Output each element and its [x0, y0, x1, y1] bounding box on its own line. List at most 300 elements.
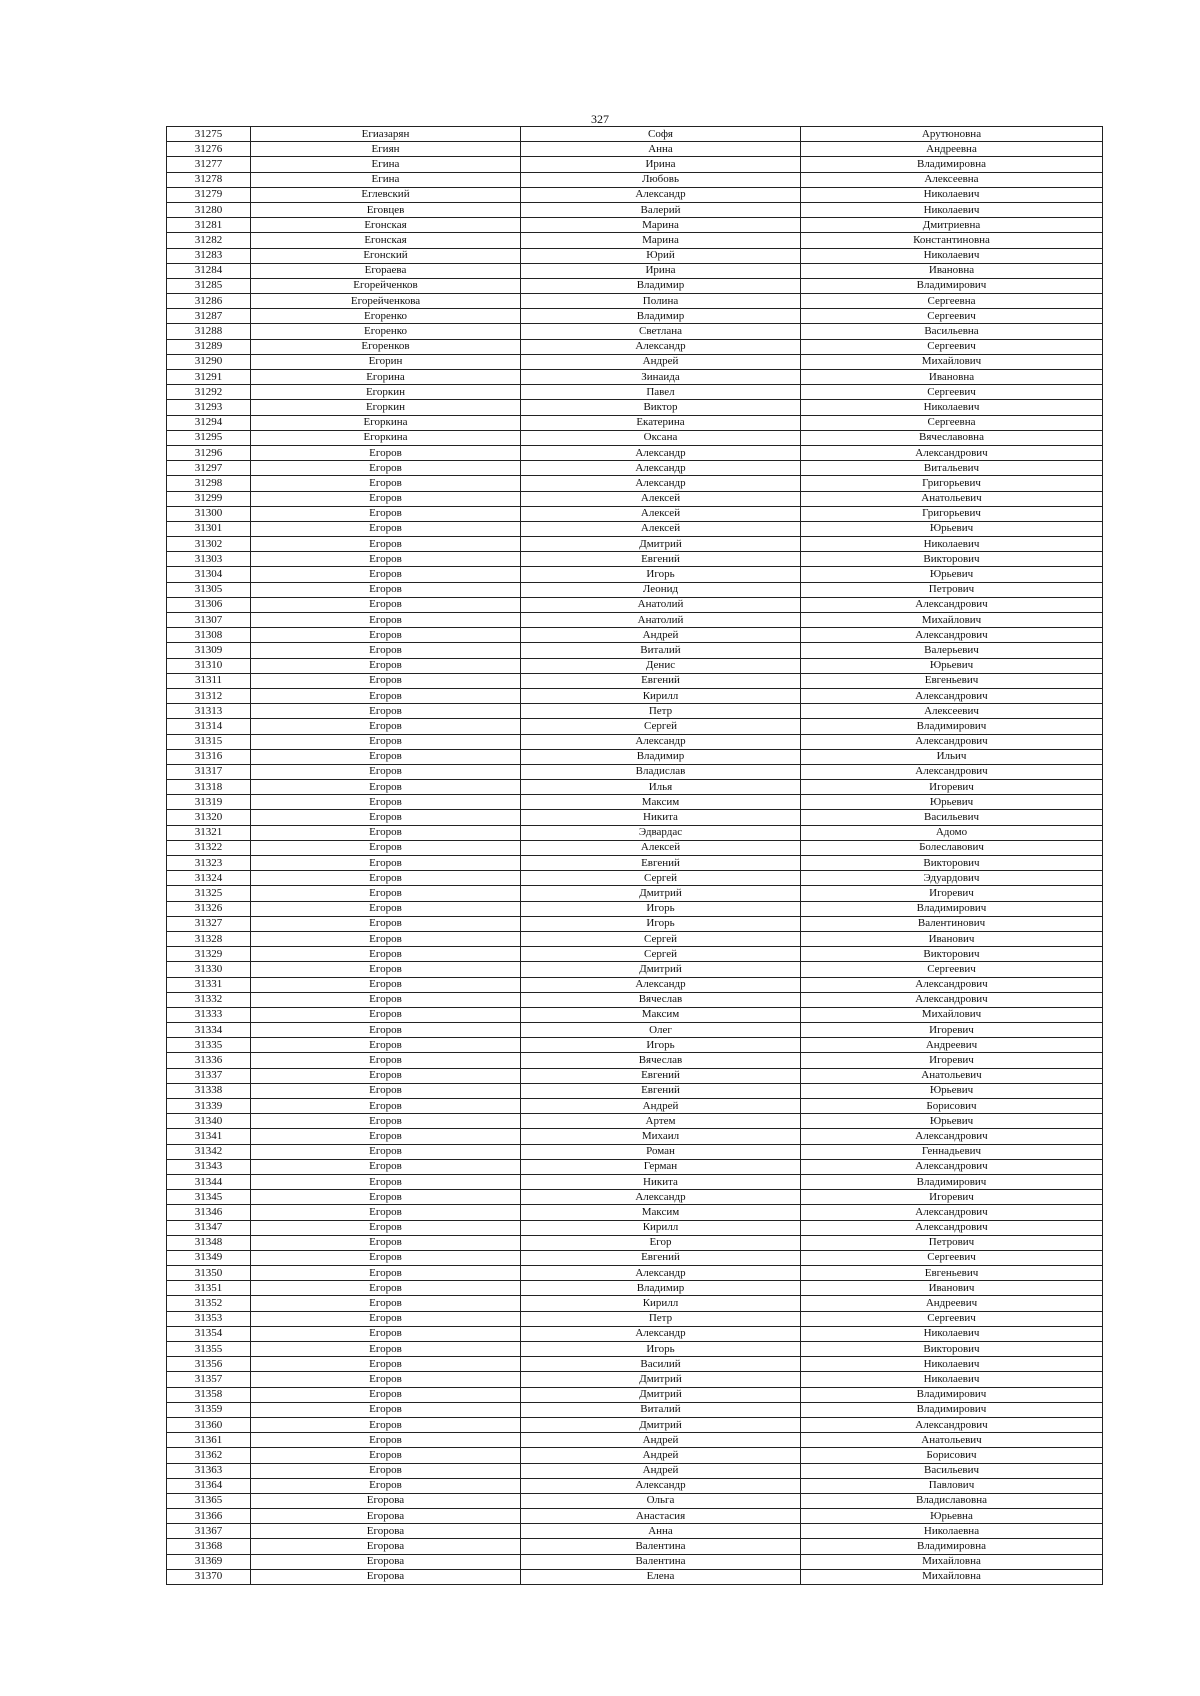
last-name-cell: Егоров: [251, 734, 521, 749]
first-name-cell: Алексей: [521, 506, 801, 521]
table-row: [167, 278, 1103, 293]
last-name-cell: Егоров: [251, 1311, 521, 1326]
last-name-cell: Егорейченков: [251, 278, 521, 293]
table-row: [167, 719, 1103, 734]
record-number-cell: 31285: [167, 278, 251, 293]
table-row: [167, 127, 1103, 142]
patronymic-cell: Васильевич: [801, 810, 1103, 825]
first-name-cell: Игорь: [521, 901, 801, 916]
first-name-cell: Валентина: [521, 1539, 801, 1554]
table-row: [167, 1402, 1103, 1417]
first-name-cell: Андрей: [521, 1099, 801, 1114]
first-name-cell: Евгений: [521, 1083, 801, 1098]
first-name-cell: Валерий: [521, 202, 801, 217]
first-name-cell: Александр: [521, 734, 801, 749]
last-name-cell: Егоров: [251, 506, 521, 521]
first-name-cell: Ольга: [521, 1493, 801, 1508]
first-name-cell: Владимир: [521, 1281, 801, 1296]
patronymic-cell: Николаевич: [801, 1372, 1103, 1387]
table-row: [167, 537, 1103, 552]
last-name-cell: Егоров: [251, 977, 521, 992]
record-number-cell: 31360: [167, 1417, 251, 1432]
table-row: [167, 1266, 1103, 1281]
patronymic-cell: Игоревич: [801, 886, 1103, 901]
first-name-cell: Анна: [521, 142, 801, 157]
table-row: [167, 309, 1103, 324]
table-row: [167, 931, 1103, 946]
first-name-cell: Ирина: [521, 157, 801, 172]
patronymic-cell: Михайловна: [801, 1569, 1103, 1584]
record-number-cell: 31282: [167, 233, 251, 248]
last-name-cell: Егоров: [251, 597, 521, 612]
record-number-cell: 31307: [167, 613, 251, 628]
last-name-cell: Егоркин: [251, 385, 521, 400]
table-row: [167, 1433, 1103, 1448]
last-name-cell: Егоров: [251, 1159, 521, 1174]
patronymic-cell: Владимировна: [801, 157, 1103, 172]
last-name-cell: Егоров: [251, 1205, 521, 1220]
table-row: [167, 218, 1103, 233]
table-row: [167, 1387, 1103, 1402]
record-number-cell: 31289: [167, 339, 251, 354]
first-name-cell: Никита: [521, 810, 801, 825]
first-name-cell: Александр: [521, 187, 801, 202]
last-name-cell: Егина: [251, 172, 521, 187]
first-name-cell: Дмитрий: [521, 537, 801, 552]
table-row: [167, 339, 1103, 354]
table-row: [167, 1311, 1103, 1326]
record-number-cell: 31293: [167, 400, 251, 415]
record-number-cell: 31319: [167, 795, 251, 810]
patronymic-cell: Евгеньевич: [801, 673, 1103, 688]
last-name-cell: Егоров: [251, 1068, 521, 1083]
record-number-cell: 31337: [167, 1068, 251, 1083]
first-name-cell: Максим: [521, 1007, 801, 1022]
patronymic-cell: Анатольевич: [801, 491, 1103, 506]
last-name-cell: Егонский: [251, 248, 521, 263]
table-row: [167, 613, 1103, 628]
table-row: [167, 749, 1103, 764]
record-number-cell: 31291: [167, 370, 251, 385]
first-name-cell: Евгений: [521, 1250, 801, 1265]
record-number-cell: 31349: [167, 1250, 251, 1265]
record-number-cell: 31275: [167, 127, 251, 142]
last-name-cell: Егоров: [251, 749, 521, 764]
patronymic-cell: Игоревич: [801, 1190, 1103, 1205]
last-name-cell: Егоров: [251, 704, 521, 719]
record-number-cell: 31351: [167, 1281, 251, 1296]
table-row: [167, 1235, 1103, 1250]
table-row: [167, 1099, 1103, 1114]
record-number-cell: 31357: [167, 1372, 251, 1387]
record-number-cell: 31327: [167, 916, 251, 931]
first-name-cell: Максим: [521, 795, 801, 810]
record-number-cell: 31350: [167, 1266, 251, 1281]
first-name-cell: Эдвардас: [521, 825, 801, 840]
table-row: [167, 1463, 1103, 1478]
record-number-cell: 31320: [167, 810, 251, 825]
first-name-cell: Александр: [521, 339, 801, 354]
record-number-cell: 31358: [167, 1387, 251, 1402]
patronymic-cell: Николаевич: [801, 187, 1103, 202]
patronymic-cell: Сергеевич: [801, 309, 1103, 324]
table-row: [167, 977, 1103, 992]
first-name-cell: Евгений: [521, 552, 801, 567]
record-number-cell: 31359: [167, 1402, 251, 1417]
table-row: [167, 142, 1103, 157]
record-number-cell: 31323: [167, 856, 251, 871]
record-number-cell: 31370: [167, 1569, 251, 1584]
patronymic-cell: Владимирович: [801, 719, 1103, 734]
record-number-cell: 31311: [167, 673, 251, 688]
last-name-cell: Егоров: [251, 1023, 521, 1038]
patronymic-cell: Владиславовна: [801, 1493, 1103, 1508]
record-number-cell: 31287: [167, 309, 251, 324]
table-row: [167, 1250, 1103, 1265]
patronymic-cell: Сергеевич: [801, 962, 1103, 977]
last-name-cell: Егоров: [251, 1053, 521, 1068]
patronymic-cell: Юрьевич: [801, 567, 1103, 582]
first-name-cell: Леонид: [521, 582, 801, 597]
last-name-cell: Егоркина: [251, 430, 521, 445]
table-row: [167, 202, 1103, 217]
patronymic-cell: Константиновна: [801, 233, 1103, 248]
first-name-cell: Алексей: [521, 840, 801, 855]
last-name-cell: Егоров: [251, 476, 521, 491]
record-number-cell: 31278: [167, 172, 251, 187]
table-row: [167, 1174, 1103, 1189]
table-row: [167, 1159, 1103, 1174]
last-name-cell: Егоров: [251, 1387, 521, 1402]
table-row: [167, 856, 1103, 871]
last-name-cell: Егоров: [251, 1099, 521, 1114]
patronymic-cell: Васильевич: [801, 1463, 1103, 1478]
patronymic-cell: Владимирович: [801, 1174, 1103, 1189]
first-name-cell: Сергей: [521, 947, 801, 962]
page-number: 327: [591, 112, 609, 126]
last-name-cell: Егоров: [251, 1007, 521, 1022]
patronymic-cell: Болеславович: [801, 840, 1103, 855]
first-name-cell: Анатолий: [521, 613, 801, 628]
last-name-cell: Егоров: [251, 871, 521, 886]
patronymic-cell: Ивановна: [801, 370, 1103, 385]
table-row: [167, 673, 1103, 688]
patronymic-cell: Михайловна: [801, 1554, 1103, 1569]
table-row: [167, 1372, 1103, 1387]
table-row: [167, 962, 1103, 977]
last-name-cell: Егоров: [251, 491, 521, 506]
table-row: [167, 324, 1103, 339]
patronymic-cell: Игоревич: [801, 1023, 1103, 1038]
record-number-cell: 31367: [167, 1524, 251, 1539]
table-row: [167, 1417, 1103, 1432]
record-number-cell: 31326: [167, 901, 251, 916]
last-name-cell: Егоров: [251, 1220, 521, 1235]
table-row: [167, 476, 1103, 491]
table-row: [167, 1144, 1103, 1159]
last-name-cell: Егиян: [251, 142, 521, 157]
table-row: [167, 1190, 1103, 1205]
patronymic-cell: Анатольевич: [801, 1068, 1103, 1083]
table-row: [167, 157, 1103, 172]
record-number-cell: 31356: [167, 1357, 251, 1372]
patronymic-cell: Анатольевич: [801, 1433, 1103, 1448]
record-number-cell: 31317: [167, 764, 251, 779]
last-name-cell: Егоров: [251, 461, 521, 476]
patronymic-cell: Сергеевич: [801, 1311, 1103, 1326]
record-number-cell: 31339: [167, 1099, 251, 1114]
first-name-cell: Зинаида: [521, 370, 801, 385]
first-name-cell: Любовь: [521, 172, 801, 187]
table-row: [167, 294, 1103, 309]
record-number-cell: 31280: [167, 202, 251, 217]
first-name-cell: Игорь: [521, 1342, 801, 1357]
table-row: [167, 1296, 1103, 1311]
first-name-cell: Александр: [521, 1478, 801, 1493]
last-name-cell: Егоров: [251, 947, 521, 962]
patronymic-cell: Юрьевич: [801, 658, 1103, 673]
table-row: [167, 1281, 1103, 1296]
first-name-cell: Артем: [521, 1114, 801, 1129]
patronymic-cell: Михайлович: [801, 613, 1103, 628]
patronymic-cell: Николаевич: [801, 1326, 1103, 1341]
patronymic-cell: Григорьевич: [801, 506, 1103, 521]
last-name-cell: Егоров: [251, 810, 521, 825]
roster-table: [166, 126, 1103, 1585]
patronymic-cell: Ивановна: [801, 263, 1103, 278]
first-name-cell: Олег: [521, 1023, 801, 1038]
last-name-cell: Егоров: [251, 719, 521, 734]
table-row: [167, 1554, 1103, 1569]
last-name-cell: Егоров: [251, 1326, 521, 1341]
record-number-cell: 31309: [167, 643, 251, 658]
first-name-cell: Кирилл: [521, 688, 801, 703]
last-name-cell: Егоров: [251, 1342, 521, 1357]
patronymic-cell: Валерьевич: [801, 643, 1103, 658]
last-name-cell: Егоров: [251, 521, 521, 536]
table-row: [167, 1205, 1103, 1220]
table-row: [167, 1493, 1103, 1508]
record-number-cell: 31341: [167, 1129, 251, 1144]
patronymic-cell: Сергеевич: [801, 339, 1103, 354]
record-number-cell: 31355: [167, 1342, 251, 1357]
last-name-cell: Егоров: [251, 1281, 521, 1296]
last-name-cell: Егоров: [251, 1235, 521, 1250]
table-row: [167, 1053, 1103, 1068]
last-name-cell: Егорина: [251, 370, 521, 385]
patronymic-cell: Михайлович: [801, 1007, 1103, 1022]
first-name-cell: Евгений: [521, 673, 801, 688]
record-number-cell: 31276: [167, 142, 251, 157]
table-row: [167, 370, 1103, 385]
record-number-cell: 31325: [167, 886, 251, 901]
patronymic-cell: Игоревич: [801, 1053, 1103, 1068]
patronymic-cell: Александрович: [801, 734, 1103, 749]
first-name-cell: Александр: [521, 1326, 801, 1341]
first-name-cell: Виталий: [521, 643, 801, 658]
record-number-cell: 31331: [167, 977, 251, 992]
table-row: [167, 825, 1103, 840]
table-row: [167, 1569, 1103, 1584]
table-row: [167, 871, 1103, 886]
patronymic-cell: Викторович: [801, 552, 1103, 567]
record-number-cell: 31333: [167, 1007, 251, 1022]
record-number-cell: 31329: [167, 947, 251, 962]
record-number-cell: 31321: [167, 825, 251, 840]
table-row: [167, 248, 1103, 263]
first-name-cell: Игорь: [521, 1038, 801, 1053]
last-name-cell: Егоров: [251, 1372, 521, 1387]
last-name-cell: Егоров: [251, 613, 521, 628]
record-number-cell: 31353: [167, 1311, 251, 1326]
record-number-cell: 31292: [167, 385, 251, 400]
patronymic-cell: Александрович: [801, 1417, 1103, 1432]
record-number-cell: 31330: [167, 962, 251, 977]
patronymic-cell: Алексеевич: [801, 704, 1103, 719]
record-number-cell: 31318: [167, 780, 251, 795]
first-name-cell: Роман: [521, 1144, 801, 1159]
patronymic-cell: Николаевич: [801, 248, 1103, 263]
patronymic-cell: Александрович: [801, 764, 1103, 779]
table-row: [167, 658, 1103, 673]
patronymic-cell: Викторович: [801, 856, 1103, 871]
patronymic-cell: Григорьевич: [801, 476, 1103, 491]
first-name-cell: Максим: [521, 1205, 801, 1220]
table-row: [167, 947, 1103, 962]
record-number-cell: 31305: [167, 582, 251, 597]
record-number-cell: 31345: [167, 1190, 251, 1205]
last-name-cell: Егорова: [251, 1569, 521, 1584]
record-number-cell: 31347: [167, 1220, 251, 1235]
record-number-cell: 31301: [167, 521, 251, 536]
first-name-cell: Алексей: [521, 521, 801, 536]
table-row: [167, 810, 1103, 825]
patronymic-cell: Юрьевич: [801, 1083, 1103, 1098]
first-name-cell: Андрей: [521, 1448, 801, 1463]
patronymic-cell: Юрьевич: [801, 521, 1103, 536]
record-number-cell: 31279: [167, 187, 251, 202]
last-name-cell: Егоров: [251, 1296, 521, 1311]
table-row: [167, 172, 1103, 187]
last-name-cell: Егонская: [251, 233, 521, 248]
record-number-cell: 31298: [167, 476, 251, 491]
table-row: [167, 1007, 1103, 1022]
last-name-cell: Егорова: [251, 1509, 521, 1524]
patronymic-cell: Игоревич: [801, 780, 1103, 795]
record-number-cell: 31308: [167, 628, 251, 643]
first-name-cell: Александр: [521, 476, 801, 491]
patronymic-cell: Александрович: [801, 1205, 1103, 1220]
first-name-cell: Виктор: [521, 400, 801, 415]
patronymic-cell: Сергеевна: [801, 294, 1103, 309]
patronymic-cell: Александрович: [801, 1220, 1103, 1235]
record-number-cell: 31361: [167, 1433, 251, 1448]
last-name-cell: Егоров: [251, 658, 521, 673]
patronymic-cell: Арутюновна: [801, 127, 1103, 142]
first-name-cell: Дмитрий: [521, 886, 801, 901]
first-name-cell: Дмитрий: [521, 1387, 801, 1402]
first-name-cell: Александр: [521, 461, 801, 476]
patronymic-cell: Евгеньевич: [801, 1266, 1103, 1281]
patronymic-cell: Иванович: [801, 1281, 1103, 1296]
table-row: [167, 1326, 1103, 1341]
table-row: [167, 795, 1103, 810]
record-number-cell: 31343: [167, 1159, 251, 1174]
first-name-cell: Алексей: [521, 491, 801, 506]
patronymic-cell: Борисович: [801, 1448, 1103, 1463]
table-row: [167, 506, 1103, 521]
patronymic-cell: Андреевич: [801, 1296, 1103, 1311]
first-name-cell: Сергей: [521, 931, 801, 946]
table-row: [167, 840, 1103, 855]
patronymic-cell: Владимирович: [801, 901, 1103, 916]
table-row: [167, 1357, 1103, 1372]
record-number-cell: 31334: [167, 1023, 251, 1038]
last-name-cell: Егоров: [251, 1463, 521, 1478]
record-number-cell: 31324: [167, 871, 251, 886]
first-name-cell: Дмитрий: [521, 962, 801, 977]
patronymic-cell: Витальевич: [801, 461, 1103, 476]
table-row: [167, 582, 1103, 597]
last-name-cell: Егоров: [251, 840, 521, 855]
record-number-cell: 31342: [167, 1144, 251, 1159]
first-name-cell: Вячеслав: [521, 1053, 801, 1068]
record-number-cell: 31299: [167, 491, 251, 506]
last-name-cell: Егоров: [251, 1129, 521, 1144]
table-row: [167, 1342, 1103, 1357]
table-row: [167, 643, 1103, 658]
first-name-cell: Марина: [521, 233, 801, 248]
first-name-cell: Марина: [521, 218, 801, 233]
record-number-cell: 31284: [167, 263, 251, 278]
table-row: [167, 1478, 1103, 1493]
patronymic-cell: Иванович: [801, 931, 1103, 946]
first-name-cell: Александр: [521, 445, 801, 460]
patronymic-cell: Николаевич: [801, 202, 1103, 217]
table-row: [167, 916, 1103, 931]
table-row: [167, 263, 1103, 278]
table-row: [167, 901, 1103, 916]
last-name-cell: Егоров: [251, 1266, 521, 1281]
record-number-cell: 31314: [167, 719, 251, 734]
table-row: [167, 461, 1103, 476]
last-name-cell: Егоренков: [251, 339, 521, 354]
table-row: [167, 688, 1103, 703]
record-number-cell: 31364: [167, 1478, 251, 1493]
patronymic-cell: Николаевич: [801, 400, 1103, 415]
table-row: [167, 704, 1103, 719]
patronymic-cell: Адомо: [801, 825, 1103, 840]
last-name-cell: Егоров: [251, 1478, 521, 1493]
table-row: [167, 1114, 1103, 1129]
last-name-cell: Егоров: [251, 567, 521, 582]
last-name-cell: Егорова: [251, 1554, 521, 1569]
last-name-cell: Егоров: [251, 1144, 521, 1159]
record-number-cell: 31304: [167, 567, 251, 582]
last-name-cell: Егоров: [251, 916, 521, 931]
patronymic-cell: Михайлович: [801, 354, 1103, 369]
record-number-cell: 31313: [167, 704, 251, 719]
record-number-cell: 31368: [167, 1539, 251, 1554]
patronymic-cell: Николаевна: [801, 1524, 1103, 1539]
patronymic-cell: Александрович: [801, 1129, 1103, 1144]
patronymic-cell: Александрович: [801, 597, 1103, 612]
last-name-cell: Егиазарян: [251, 127, 521, 142]
first-name-cell: Владимир: [521, 749, 801, 764]
first-name-cell: Владислав: [521, 764, 801, 779]
table-row: [167, 385, 1103, 400]
last-name-cell: Егонская: [251, 218, 521, 233]
